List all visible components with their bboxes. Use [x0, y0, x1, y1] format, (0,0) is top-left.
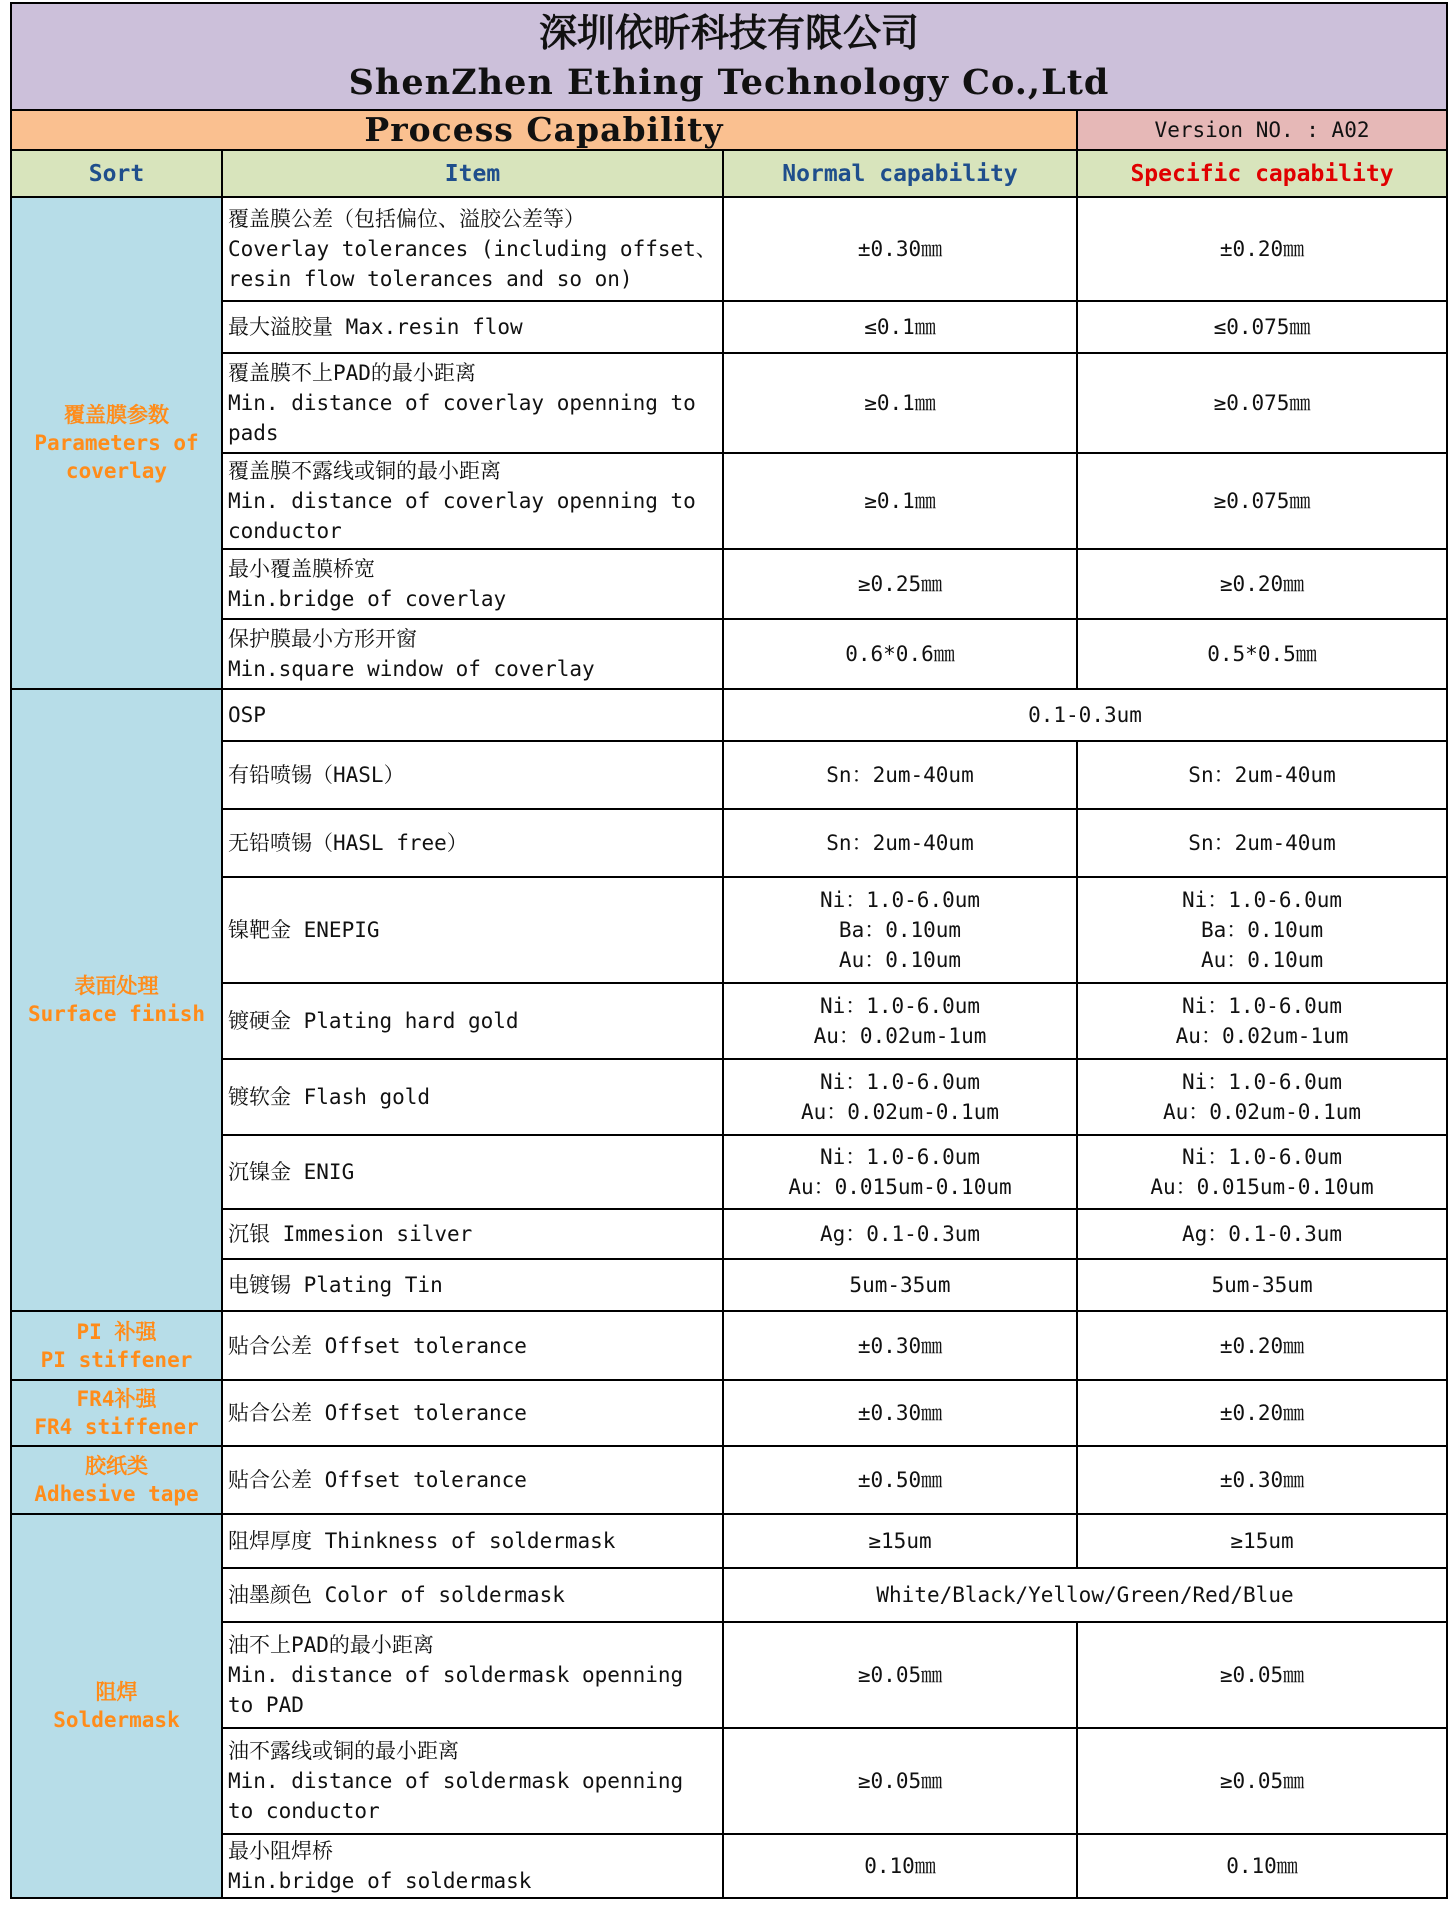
- normal-value-line: Ni：1.0-6.0um: [819, 1145, 981, 1169]
- normal-capability-cell: ≤0.1㎜: [723, 301, 1077, 353]
- item-label-cn: 覆盖膜公差（包括偏位、溢胶公差等）: [228, 207, 585, 231]
- company-title-row: [11, 3, 1447, 110]
- item-cell: [222, 197, 723, 301]
- item-cell: [222, 619, 723, 689]
- specific-capability-cell: ≥0.05㎜: [1077, 1622, 1447, 1728]
- item-cell: [222, 983, 723, 1059]
- sort-label-en: PI stiffener: [40, 1347, 193, 1372]
- item-cell: [222, 1622, 723, 1728]
- item-label-cn: 镍靶金 ENEPIG: [228, 918, 380, 942]
- normal-capability-cell: ±0.30㎜: [723, 197, 1077, 301]
- item-label-en: Min. distance of coverlay openning to conductor: [228, 489, 696, 543]
- sort-label-cn: 胶纸类: [85, 1454, 148, 1478]
- item-cell: [222, 549, 723, 619]
- sort-label-cn: 覆盖膜参数: [64, 403, 169, 427]
- normal-capability-cell: ≥0.05㎜: [723, 1622, 1077, 1728]
- normal-capability-cell: Sn：2um-40um: [723, 741, 1077, 809]
- table-row: [11, 549, 1447, 619]
- normal-capability-cell: ≥0.25㎜: [723, 549, 1077, 619]
- sort-label-cn: 表面处理: [74, 974, 159, 998]
- normal-capability-cell: Ag：0.1-0.3um: [723, 1209, 1077, 1259]
- specific-capability-cell: 0.5*0.5㎜: [1077, 619, 1447, 689]
- doc-title: Process Capability: [11, 110, 1077, 150]
- col-header-item: Item: [222, 150, 723, 197]
- normal-capability-cell: [723, 983, 1077, 1059]
- table-row: [11, 619, 1447, 689]
- item-cell: [222, 877, 723, 983]
- item-label-cn: 最小阻焊桥: [228, 1839, 333, 1863]
- normal-value-line: Au：0.015um-0.10um: [788, 1175, 1012, 1199]
- sort-cell: [11, 1446, 222, 1514]
- table-row: [11, 689, 1447, 741]
- specific-capability-cell: ±0.20㎜: [1077, 1311, 1447, 1380]
- specific-capability-cell: Sn：2um-40um: [1077, 809, 1447, 877]
- item-label-cn: 最小覆盖膜桥宽: [228, 557, 375, 581]
- specific-value-line: Au：0.10um: [1200, 948, 1324, 972]
- table-row: [11, 1446, 1447, 1514]
- item-label-en: Min. distance of soldermask openning to conductor: [228, 1769, 684, 1823]
- item-label-cn: 贴合公差 Offset tolerance: [228, 1333, 527, 1358]
- normal-capability-cell: ±0.30㎜: [723, 1311, 1077, 1380]
- specific-value-line: Ni：1.0-6.0um: [1181, 888, 1343, 912]
- sort-label-en: Surface finish: [27, 1002, 205, 1026]
- normal-value-line: Au：0.10um: [838, 948, 962, 972]
- sort-cell: [11, 1380, 222, 1446]
- item-cell: [222, 741, 723, 809]
- col-header-normal: Normal capability: [723, 150, 1077, 197]
- item-cell: [222, 1380, 723, 1446]
- normal-capability-cell: [723, 1135, 1077, 1209]
- item-cell: [222, 689, 723, 741]
- specific-capability-cell: 0.10㎜: [1077, 1834, 1447, 1898]
- item-cell: [222, 1209, 723, 1259]
- table-row: [11, 301, 1447, 353]
- normal-capability-cell: ≥0.1㎜: [723, 353, 1077, 453]
- item-label-cn: 油墨颜色 Color of soldermask: [228, 1583, 565, 1607]
- sort-cell: [11, 197, 222, 689]
- item-label-cn: OSP: [228, 703, 266, 727]
- normal-value-line: Ni：1.0-6.0um: [819, 994, 981, 1018]
- table-row: [11, 809, 1447, 877]
- item-label-cn: 覆盖膜不露线或铜的最小距离: [228, 459, 501, 483]
- item-label-cn: 油不上PAD的最小距离: [228, 1633, 434, 1657]
- table-row: [11, 1059, 1447, 1135]
- normal-capability-cell: ±0.30㎜: [723, 1380, 1077, 1446]
- item-cell: [222, 1059, 723, 1135]
- table-row: [11, 1568, 1447, 1622]
- company-name-cn: 深圳依昕科技有限公司: [539, 9, 920, 55]
- normal-value-line: Ni：1.0-6.0um: [819, 1070, 981, 1094]
- specific-capability-cell: ≤0.075㎜: [1077, 301, 1447, 353]
- specific-capability-cell: [1077, 877, 1447, 983]
- item-cell: [222, 353, 723, 453]
- specific-capability-cell: Ag：0.1-0.3um: [1077, 1209, 1447, 1259]
- normal-capability-cell: 5um-35um: [723, 1259, 1077, 1311]
- specific-value-line: Ni：1.0-6.0um: [1181, 1070, 1343, 1094]
- specific-value-line: Ba：0.10um: [1200, 918, 1324, 942]
- table-row: [11, 983, 1447, 1059]
- table-row: [11, 1209, 1447, 1259]
- item-label-cn: 油不露线或铜的最小距离: [228, 1739, 459, 1763]
- item-cell: [222, 1728, 723, 1834]
- col-header-sort: Sort: [11, 150, 222, 197]
- normal-value-line: Au：0.02um-0.1um: [800, 1100, 999, 1124]
- table-row: [11, 1622, 1447, 1728]
- item-cell: [222, 453, 723, 549]
- specific-capability-cell: ±0.20㎜: [1077, 1380, 1447, 1446]
- specific-capability-cell: 5um-35um: [1077, 1259, 1447, 1311]
- item-label-cn: 无铅喷锡（HASL free）: [228, 831, 468, 855]
- specific-capability-cell: ±0.30㎜: [1077, 1446, 1447, 1514]
- item-cell: [222, 1568, 723, 1622]
- sort-label-en: Adhesive tape: [34, 1482, 199, 1506]
- table-row: [11, 1834, 1447, 1898]
- version-number: Version NO. : A02: [1077, 110, 1447, 150]
- table-row: [11, 453, 1447, 549]
- table-row: [11, 877, 1447, 983]
- table-row: [11, 741, 1447, 809]
- item-label-cn: 保护膜最小方形开窗: [228, 627, 417, 651]
- normal-capability-cell: 0.6*0.6㎜: [723, 619, 1077, 689]
- item-cell: [222, 1311, 723, 1380]
- normal-capability-cell: ≥0.1㎜: [723, 453, 1077, 549]
- merged-capability-cell: 0.1-0.3um: [723, 689, 1447, 741]
- col-header-specific: Specific capability: [1077, 150, 1447, 197]
- specific-capability-cell: [1077, 1135, 1447, 1209]
- item-label-cn: 沉镍金 ENIG: [228, 1160, 355, 1184]
- normal-value-line: Ba：0.10um: [838, 918, 962, 942]
- sort-label-cn: FR4补强: [76, 1387, 157, 1411]
- table-row: [11, 1135, 1447, 1209]
- item-label-cn: 有铅喷锡（HASL）: [228, 763, 405, 787]
- specific-value-line: Au：0.02um-1um: [1175, 1024, 1349, 1048]
- item-cell: [222, 1514, 723, 1568]
- item-label-cn: 阻焊厚度 Thinkness of soldermask: [228, 1529, 616, 1553]
- specific-capability-cell: ≥0.075㎜: [1077, 453, 1447, 549]
- table-row: [11, 1380, 1447, 1446]
- table-row: [11, 197, 1447, 301]
- item-label-en: Min.bridge of soldermask: [228, 1869, 532, 1893]
- table-row: [11, 1514, 1447, 1568]
- specific-capability-cell: ≥0.05㎜: [1077, 1728, 1447, 1834]
- item-label-cn: 最大溢胶量 Max.resin flow: [228, 315, 523, 339]
- item-label-en: Min.square window of coverlay: [228, 657, 595, 681]
- normal-value-line: Ni：1.0-6.0um: [819, 888, 981, 912]
- item-label-cn: 电镀锡 Plating Tin: [228, 1273, 443, 1297]
- specific-value-line: Au：0.015um-0.10um: [1150, 1175, 1374, 1199]
- sort-label-cn: PI 补强: [76, 1319, 157, 1344]
- normal-capability-cell: [723, 1059, 1077, 1135]
- specific-capability-cell: ≥15um: [1077, 1514, 1447, 1568]
- normal-capability-cell: [723, 877, 1077, 983]
- item-label-en: Coverlay tolerances (including offset、resin flow tolerances and so on): [228, 237, 717, 291]
- sort-cell: [11, 1514, 222, 1898]
- specific-capability-cell: Sn：2um-40um: [1077, 741, 1447, 809]
- process-capability-sheet: [10, 2, 1446, 1899]
- specific-value-line: Ni：1.0-6.0um: [1181, 994, 1343, 1018]
- item-cell: [222, 1135, 723, 1209]
- sort-label-cn: 阻焊: [95, 1680, 138, 1704]
- table-row: [11, 1728, 1447, 1834]
- company-title: [11, 3, 1447, 110]
- sort-cell: [11, 1311, 222, 1380]
- item-label-cn: 覆盖膜不上PAD的最小距离: [228, 361, 476, 385]
- specific-capability-cell: [1077, 1059, 1447, 1135]
- item-label-en: Min. distance of soldermask openning to PAD: [228, 1663, 684, 1717]
- sort-label-en: Soldermask: [53, 1708, 180, 1732]
- item-label-cn: 镀软金 Flash gold: [228, 1085, 431, 1109]
- normal-capability-cell: Sn：2um-40um: [723, 809, 1077, 877]
- specific-value-line: Au：0.02um-0.1um: [1163, 1100, 1362, 1124]
- capability-table: [10, 2, 1448, 1899]
- sort-label-en: Parameters of coverlay: [34, 431, 199, 483]
- specific-capability-cell: ≥0.075㎜: [1077, 353, 1447, 453]
- item-label-en: Min.bridge of coverlay: [228, 587, 507, 611]
- sort-cell: [11, 689, 222, 1311]
- specific-capability-cell: ≥0.20㎜: [1077, 549, 1447, 619]
- normal-value-line: Au：0.02um-1um: [813, 1024, 987, 1048]
- item-cell: [222, 1259, 723, 1311]
- item-label-cn: 贴合公差 Offset tolerance: [228, 1468, 527, 1492]
- normal-capability-cell: ≥15um: [723, 1514, 1077, 1568]
- item-cell: [222, 809, 723, 877]
- specific-capability-cell: [1077, 983, 1447, 1059]
- item-label-cn: 镀硬金 Plating hard gold: [228, 1009, 519, 1033]
- item-cell: [222, 1446, 723, 1514]
- doc-title-row: [11, 110, 1447, 150]
- column-header-row: [11, 150, 1447, 197]
- specific-capability-cell: ±0.20㎜: [1077, 197, 1447, 301]
- item-label-cn: 贴合公差 Offset tolerance: [228, 1401, 527, 1425]
- table-row: [11, 1259, 1447, 1311]
- table-row: [11, 1311, 1447, 1380]
- item-cell: [222, 301, 723, 353]
- sort-label-en: FR4 stiffener: [34, 1415, 199, 1439]
- normal-capability-cell: ±0.50㎜: [723, 1446, 1077, 1514]
- item-cell: [222, 1834, 723, 1898]
- merged-capability-cell: White/Black/Yellow/Green/Red/Blue: [723, 1568, 1447, 1622]
- item-label-en: Min. distance of coverlay openning to pads: [228, 391, 696, 445]
- normal-capability-cell: ≥0.05㎜: [723, 1728, 1077, 1834]
- company-name-en: ShenZhen Ething Technology Co.,Ltd: [348, 61, 1110, 103]
- item-label-cn: 沉银 Immesion silver: [228, 1222, 473, 1246]
- table-row: [11, 353, 1447, 453]
- specific-value-line: Ni：1.0-6.0um: [1181, 1145, 1343, 1169]
- normal-capability-cell: 0.10㎜: [723, 1834, 1077, 1898]
